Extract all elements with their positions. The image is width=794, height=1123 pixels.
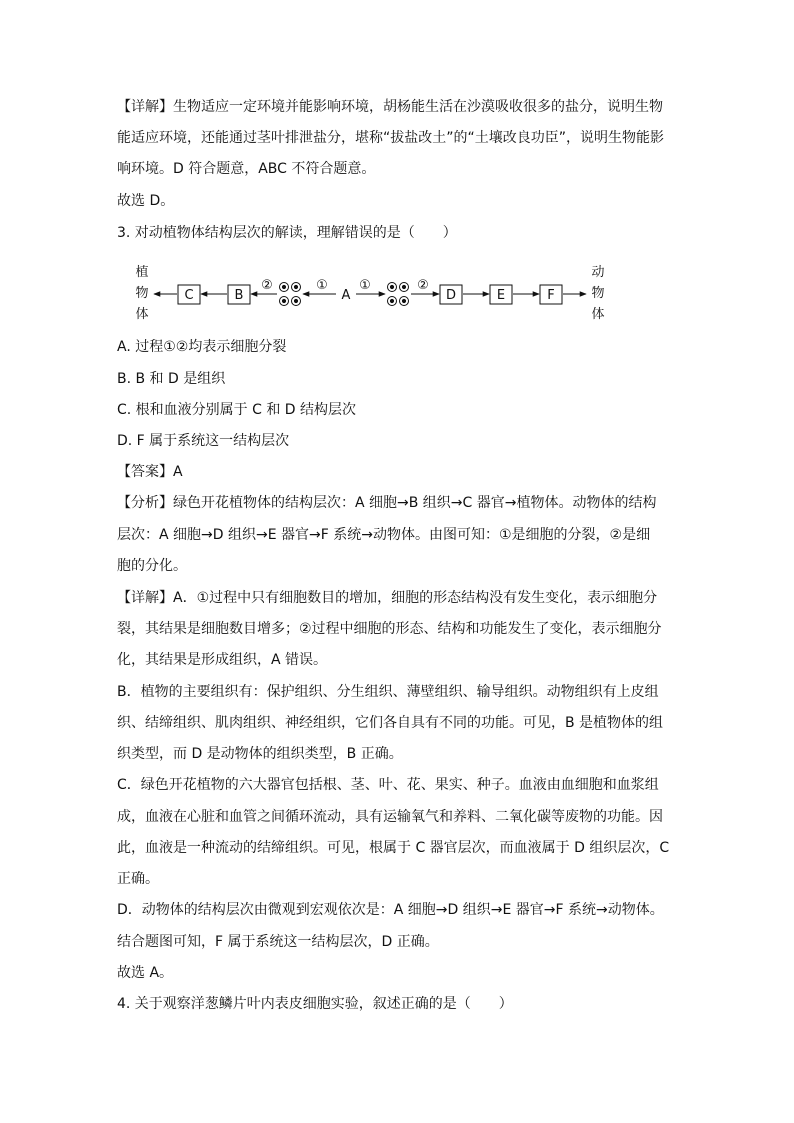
box-f — [540, 285, 562, 304]
text-line: 化，其结果是形成组织，A 错误。 — [117, 652, 328, 668]
text-line: B．植物的主要组织有：保护组织、分生组织、薄壁组织、输导组织。动物组织有上皮组 — [117, 684, 659, 700]
text-line: 能适应环境，还能通过茎叶排泄盐分，堪称“拔盐改土”的“土壤改良功臣”，说明生物能影 — [117, 130, 665, 146]
text-line: 3. 对动植物体结构层次的解读，理解错误的是（ ） — [117, 225, 457, 241]
plant-label-3: 体 — [135, 307, 149, 322]
svg-text:B: B — [234, 288, 244, 303]
svg-text:C: C — [184, 288, 194, 303]
box-c — [178, 285, 200, 304]
process-2-left: ② — [261, 278, 273, 293]
svg-text:D: D — [445, 288, 457, 303]
text-line: 胞的分化。 — [117, 558, 187, 574]
plant-label-1: 植 — [135, 265, 149, 280]
text-line: A. 过程①②均表示细胞分裂 — [117, 339, 287, 355]
box-b — [228, 285, 250, 304]
text-line: C．绿色开花植物的六大器官包括根、茎、叶、花、果实、种子。血液由血细胞和血浆组 — [117, 777, 659, 793]
text-line: 【详解】生物适应一定环境并能影响环境，胡杨能生活在沙漠吸收很多的盐分，说明生物 — [117, 99, 663, 115]
text-line: 【答案】A — [117, 464, 183, 480]
structure-hierarchy-diagram — [120, 262, 620, 324]
text-line: 成，血液在心脏和血管之间循环流动，具有运输氧气和养料、二氧化碳等废物的功能。因 — [117, 809, 663, 825]
animal-label-3: 体 — [591, 307, 605, 322]
text-line: 结合题图可知，F 属于系统这一结构层次，D 正确。 — [117, 934, 439, 950]
animal-label-2: 物 — [591, 286, 605, 301]
text-line: 故选 A。 — [117, 965, 174, 981]
text-line: 层次：A 细胞→D 组织→E 器官→F 系统→动物体。由图可知：①是细胞的分裂，②是细 — [117, 527, 651, 543]
text-line: B. B 和 D 是组织 — [117, 371, 226, 387]
text-line: 【详解】A．①过程中只有细胞数目的增加，细胞的形态结构没有发生变化，表示细胞分 — [117, 590, 658, 606]
text-line: 4. 关于观察洋葱鳞片叶内表皮细胞实验，叙述正确的是（ ） — [117, 996, 513, 1012]
text-line: C. 根和血液分别属于 C 和 D 结构层次 — [117, 402, 357, 418]
box-e — [490, 285, 512, 304]
cell-cluster-left-icon — [280, 283, 301, 306]
text-line: 织类型，而 D 是动物体的组织类型，B 正确。 — [117, 746, 403, 762]
text-line: 裂，其结果是细胞数目增多；②过程中细胞的形态、结构和功能发生了变化，表示细胞分 — [117, 621, 662, 637]
plant-label-2: 物 — [135, 286, 149, 301]
process-1-right: ① — [359, 278, 371, 293]
process-1-left: ① — [316, 278, 328, 293]
text-line: 故选 D。 — [117, 193, 175, 209]
text-line: 正确。 — [117, 871, 159, 887]
text-line: 此，血液是一种流动的结缔组织。可见，根属于 C 器官层次，而血液属于 D 组织层次，C — [117, 840, 670, 856]
process-2-right: ② — [417, 278, 429, 293]
svg-text:F: F — [547, 288, 555, 303]
text-line: D. F 属于系统这一结构层次 — [117, 433, 290, 449]
cell-a-label: A — [341, 288, 351, 303]
text-line: D．动物体的结构层次由微观到宏观依次是：A 细胞→D 组织→E 器官→F 系统→动物体。 — [117, 902, 664, 918]
text-line: 【分析】绿色开花植物体的结构层次：A 细胞→B 组织→C 器官→植物体。动物体的结构 — [117, 495, 657, 511]
cell-cluster-right-icon — [388, 283, 409, 306]
animal-label-1: 动 — [591, 265, 605, 280]
text-line: 响环境。D 符合题意，ABC 不符合题意。 — [117, 161, 376, 177]
box-d — [440, 285, 462, 304]
svg-text:E: E — [496, 288, 506, 303]
text-line: 织、结缔组织、肌肉组织、神经组织，它们各自具有不同的功能。可见，B 是植物体的组 — [117, 715, 664, 731]
